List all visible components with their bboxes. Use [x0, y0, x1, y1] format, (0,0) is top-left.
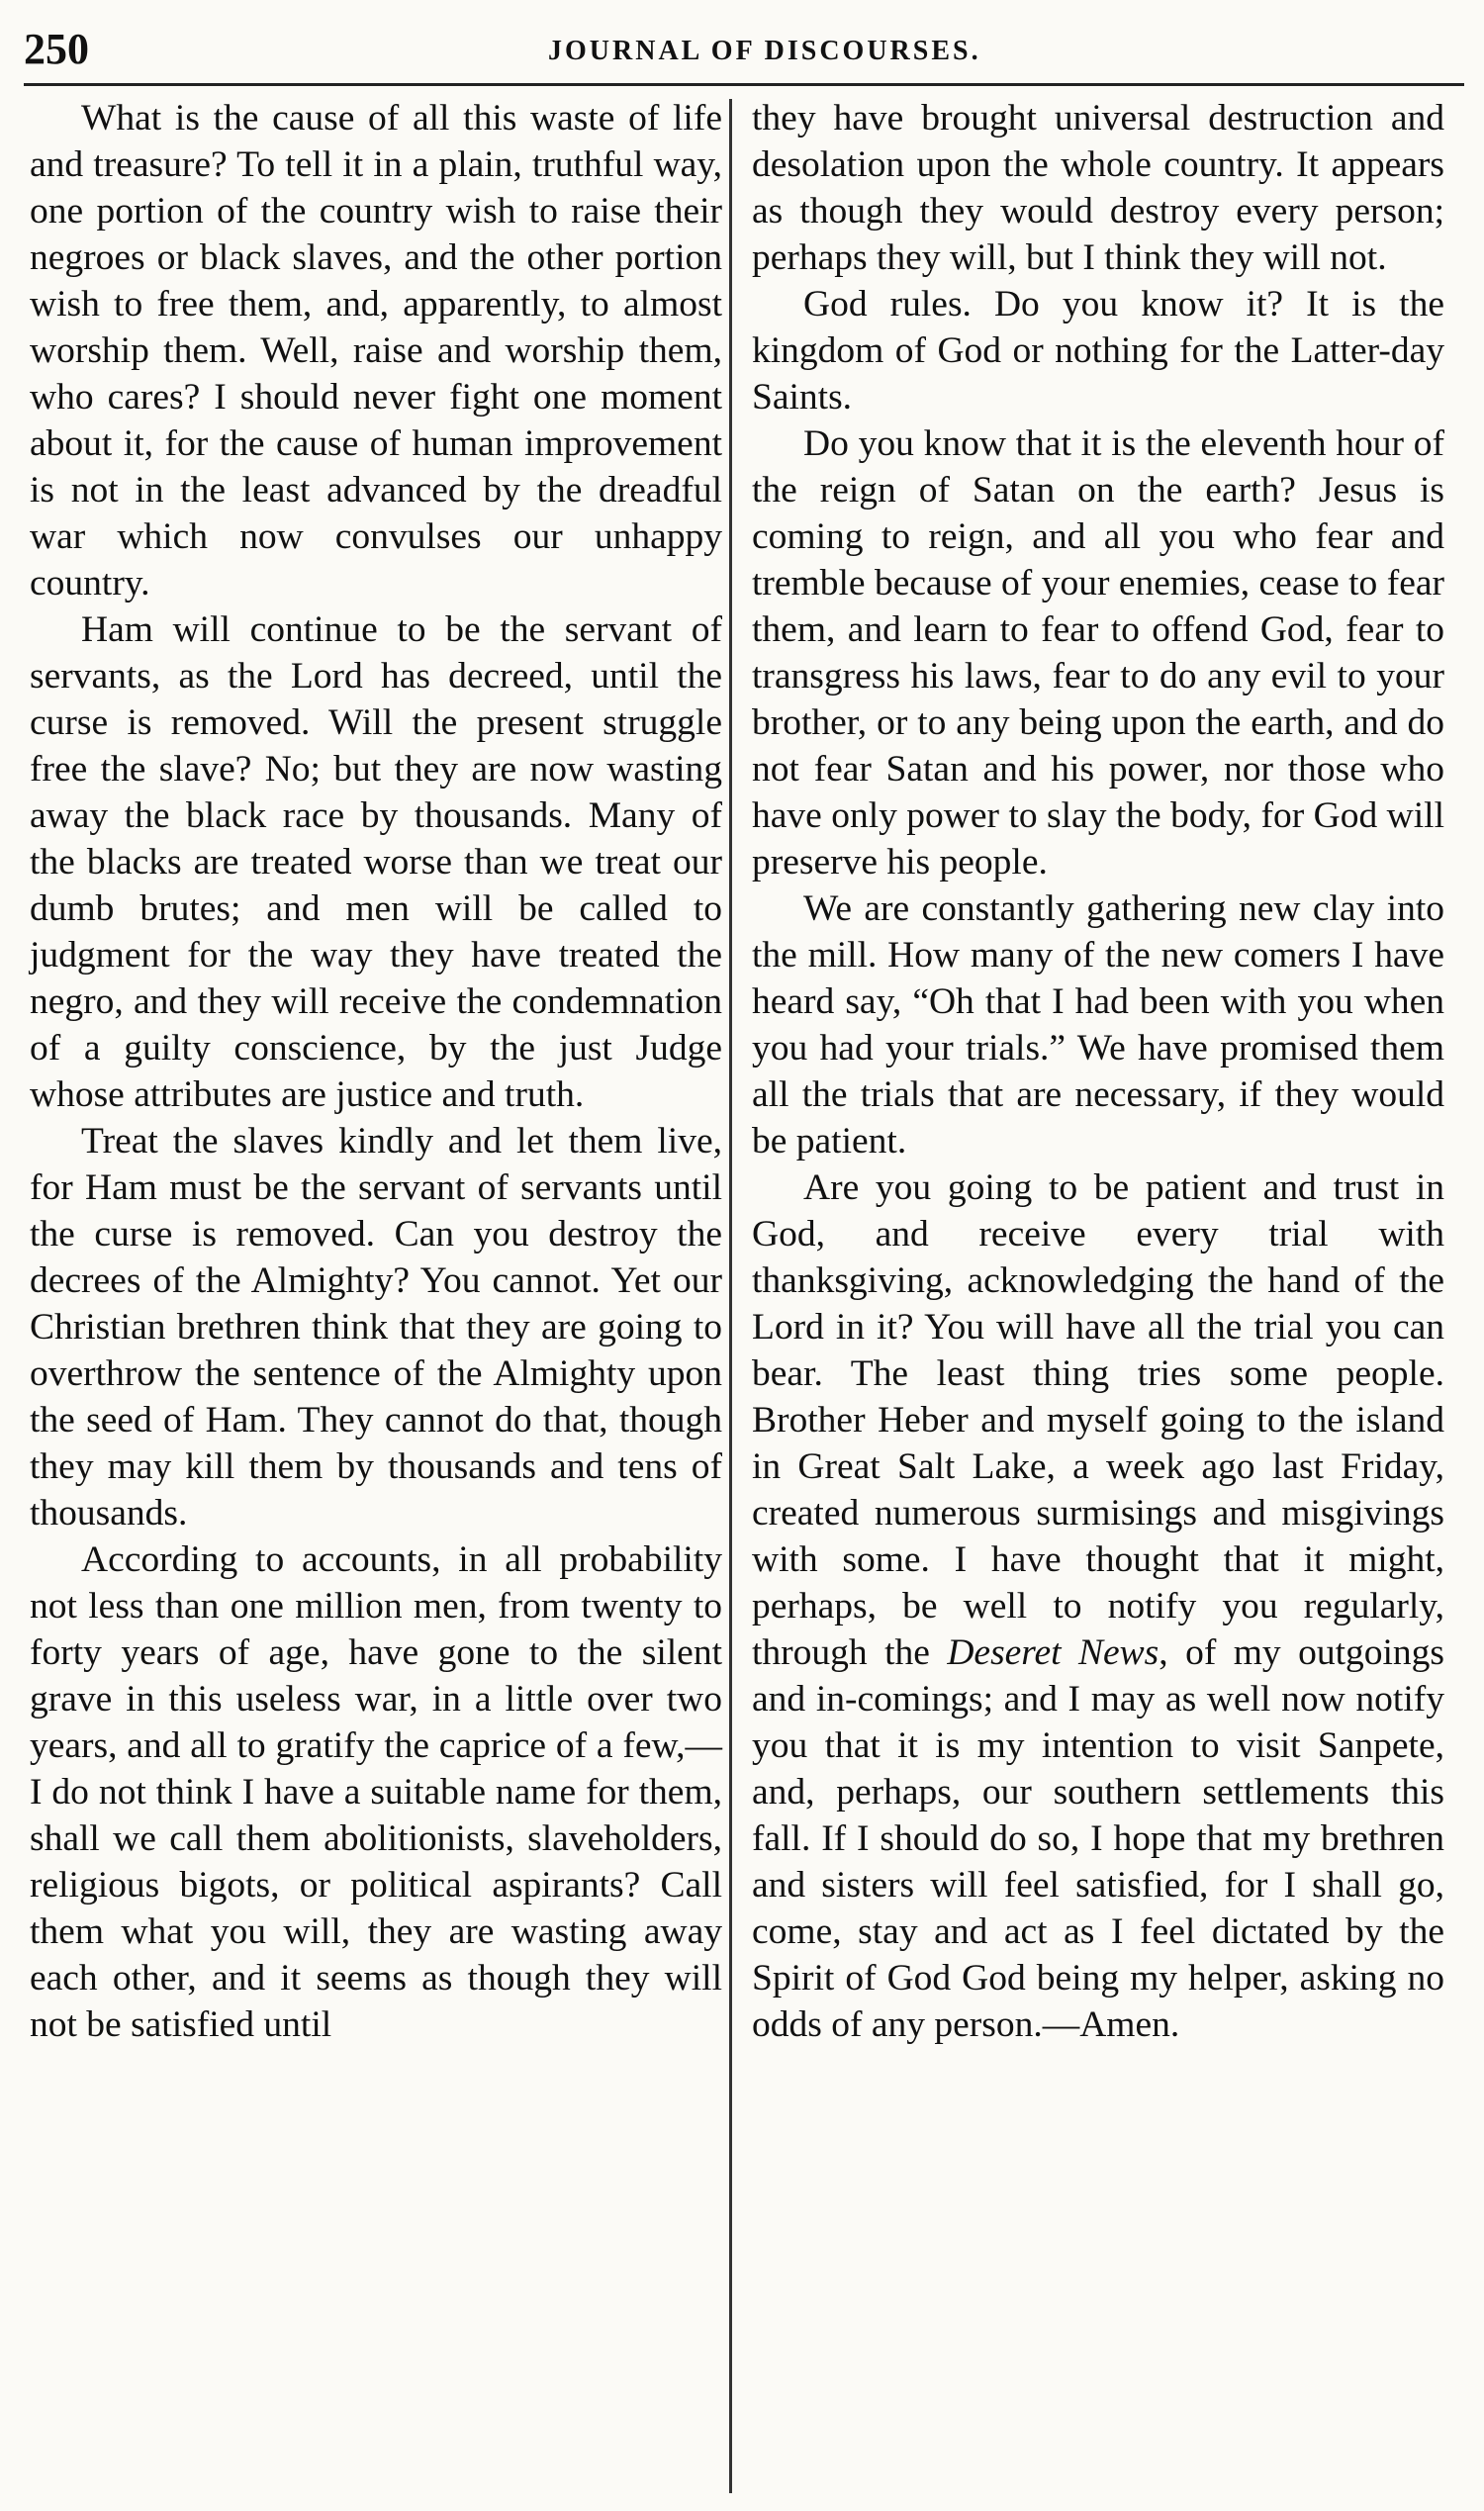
closing-text-start: Are you going to be patient and trust in God, and receive every trial with thanksgiving, acknowledging the hand of the Lord in it? You will have all the trial you can bear. The least thing tries some people. Brother Heber and myself going to the island in Great Salt Lake, a week ago last Friday, created numerous surmisings and misgivings with some. I have thought that it might, perhaps, be well to notify you regularly, through the — [752, 1167, 1444, 1673]
paragraph: Treat the slaves kindly and let them live, for Ham must be the servant of servants until the curse is removed. Can you destroy the decrees of the Almighty? You cannot. Yet our Christian brethren think that they are going to overthrow the sentence of the Almighty upon the seed of Ham. They cannot do that, though they may kill them by thousands and tens of thousands. — [30, 1121, 722, 1534]
paragraph: God rules. Do you know it? It is the kingdom of God or nothing for the Latter-day Saints. — [752, 284, 1444, 418]
left-column — [30, 95, 722, 2048]
paragraph: According to accounts, in all probability not less than one million men, from twenty to forty years of age, have gone to the silent grave in this useless war, in a little over two years, and all to gratify the caprice of a few,—I do not think I have a suitable name for them, shall we call them abolitionists, slaveholders, religious bigots, or political aspirants? Call them what you will, they are wasting away each other, and it seems as though they will not be satisfied until — [30, 1539, 722, 2045]
paragraph: What is the cause of all this waste of life and treasure? To tell it in a plain, truthful way, one portion of the country wish to raise their negroes or black slaves, and the other portion wish to free them, and, apparently, to almost worship them. Well, raise and worship them, who cares? I should never fight one moment about it, for the cause of human improvement is not in the least advanced by the dreadful war which now convulses our unhappy country. — [30, 98, 722, 604]
closing-text-end: , of my outgoings and in-comings; and I may as well now notify you that it is my intention to visit Sanpete, and, perhaps, our southern settlements this fall. If I should do so, I hope that my brethren and sisters will feel satisfied, for I shall go, come, stay and act as I feel dictated by the Spirit of God God being my helper, asking no odds of any person.—Amen. — [752, 1632, 1445, 2045]
running-title: JOURNAL OF DISCOURSES. — [548, 36, 981, 66]
page-number: 250 — [24, 25, 89, 73]
paragraph: Ham will continue to be the servant of servants, as the Lord has decreed, until the curse is removed. Will the present struggle free the slave? No; but they are now wasting away the black race by thousands. Many of the blacks are treated worse than we treat our dumb brutes; and men will be called to judgment for the way they have treated the negro, and they will receive the condemnation of a guilty conscience, by the just Judge whose attributes are justice and truth. — [30, 609, 722, 1115]
page-header — [24, 14, 1464, 86]
closing-paragraph — [752, 1164, 1444, 2048]
paragraph: Do you know that it is the eleventh hour of the reign of Satan on the earth? Jesus is coming to reign, and all you who fear and tremble because of your enemies, cease to fear them, and learn to fear to offend God, fear to transgress his laws, fear to do any evil to your brother, or to any being upon the earth, and do not fear Satan and his power, nor those who have only power to slay the body, for God will preserve his people. — [752, 423, 1444, 883]
column-divider — [729, 99, 732, 2493]
newspaper-title: Deseret News — [947, 1632, 1159, 1673]
right-column — [752, 95, 1444, 2048]
paragraph: We are constantly gathering new clay into the mill. How many of the new comers I have heard say, “Oh that I had been with you when you had your trials.” We have promised them all the trials that are necessary, if they would be patient. — [752, 888, 1444, 1162]
continued-paragraph: they have brought universal destruction and desolation upon the whole country. It appears as though they would destroy every person; perhaps they will, but I think they will not. — [752, 98, 1444, 278]
